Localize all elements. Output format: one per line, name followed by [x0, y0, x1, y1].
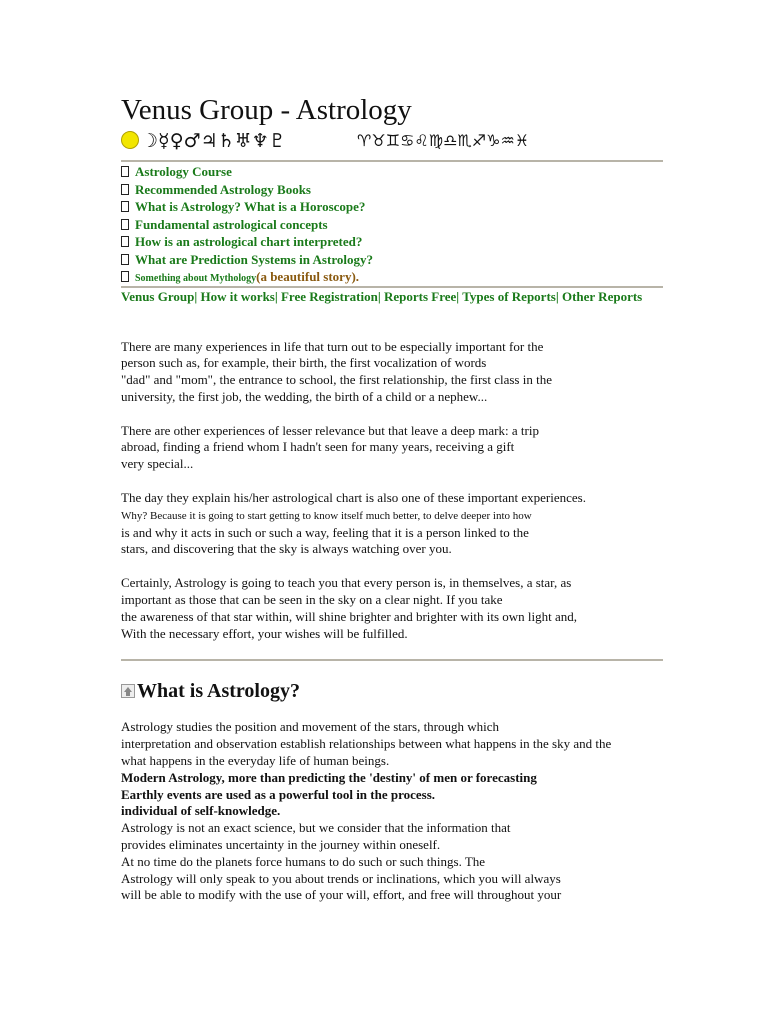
intro-paragraph-1	[121, 339, 663, 406]
section-paragraph-1	[121, 719, 663, 904]
text-line: abroad, finding a friend whom I hadn't seen for many years, receiving a gift	[121, 439, 515, 455]
glyph-row	[121, 128, 663, 154]
bullet-icon	[121, 254, 129, 265]
bullet-icon	[121, 271, 129, 282]
sun-icon	[121, 131, 139, 149]
text-line: At no time do the planets force humans to do such or such things. The	[121, 853, 486, 869]
page-content	[121, 92, 663, 904]
text-line: provides eliminates uncertainty in the journey within oneself.	[121, 837, 441, 853]
menu-item[interactable]	[121, 233, 663, 251]
nav-bar: Venus Group| How it works| Free Registration| Reports Free| Types of Reports| Other Reports	[121, 288, 643, 304]
text-line: important as those that can be seen in the sky on a clear night. If you take	[121, 592, 503, 608]
text-line: Astrology will only speak to you about trends or inclinations, which you will always	[121, 870, 561, 886]
text-line: will be able to modify with the use of your will, effort, and free will throughout your	[121, 887, 562, 903]
zodiac-symbols: ♈♉♊♋♌♍♎♏♐♑♒♓	[357, 131, 530, 150]
section-heading-text: What is Astrology?	[137, 680, 300, 703]
menu-link-what-is-astrology[interactable]: What is Astrology? What is a Horoscope?	[135, 199, 366, 214]
text-line: stars, and discovering that the sky is always watching over you.	[121, 541, 452, 557]
menu-link-recommended-books[interactable]: Recommended Astrology Books	[135, 181, 311, 197]
text-line: is and why it acts in such or such a way, feeling that it is a person linked to the	[121, 524, 529, 540]
nav-types-of-reports[interactable]: Types of Reports	[462, 288, 556, 304]
menu-link-mythology[interactable]: Something about Mythology	[135, 273, 257, 284]
text-line: Astrology studies the position and movement of the stars, through which	[121, 719, 500, 735]
text-line: Certainly, Astrology is going to teach you that every person is, in themselves, a star, as	[121, 575, 572, 591]
text-line: university, the first job, the wedding, the birth of a child or a nephew...	[121, 388, 488, 404]
text-line-small: Why? Because it is going to start getting to know itself much better, to delve deeper into how	[121, 509, 532, 522]
text-line: what happens in the everyday life of human beings.	[121, 753, 390, 769]
page-title: Venus Group - Astrology	[121, 94, 412, 126]
menu-link-prediction-systems[interactable]: What are Prediction Systems in Astrology?	[135, 251, 373, 267]
intro-paragraph-2	[121, 423, 663, 473]
text-line: interpretation and observation establish relationships between what happens in the sky and the	[121, 736, 612, 752]
section-text	[121, 719, 663, 904]
menu-link-beautiful-story[interactable]: (a beautiful story).	[256, 269, 360, 284]
menu-item[interactable]	[121, 163, 663, 181]
menu-item[interactable]	[121, 268, 663, 286]
menu-item[interactable]	[121, 181, 663, 199]
back-to-top-icon[interactable]	[121, 684, 135, 698]
nav-other-reports[interactable]: Other Reports	[561, 288, 643, 304]
bullet-icon	[121, 236, 129, 247]
text-line: person such as, for example, their birth, the first vocalization of words	[121, 355, 487, 371]
menu-link-chart-interpreted[interactable]: How is an astrological chart interpreted?	[135, 234, 363, 249]
planet-symbols	[121, 130, 286, 152]
menu-link-astrology-course[interactable]: Astrology Course	[135, 164, 232, 179]
intro-paragraph-4	[121, 575, 663, 642]
bold-line: Earthly events are used as a powerful tool in the process.	[121, 786, 436, 802]
bullet-icon	[121, 166, 129, 177]
nav-reports-free[interactable]: Reports Free	[383, 288, 457, 304]
bullet-icon	[121, 184, 129, 195]
text-line: With the necessary effort, your wishes will be fulfilled.	[121, 625, 408, 641]
nav-how-it-works[interactable]: How it works	[200, 288, 275, 304]
menu-item[interactable]	[121, 198, 663, 216]
top-divider	[121, 160, 663, 162]
text-line: There are many experiences in life that turn out to be especially important for the	[121, 338, 544, 354]
nav-free-registration[interactable]: Free Registration	[280, 288, 378, 304]
intro-text	[121, 339, 663, 643]
nav-venus-group[interactable]: Venus Group	[121, 288, 195, 304]
text-line: the awareness of that star within, will shine brighter and brighter with its own light and,	[121, 608, 577, 624]
text-line: very special...	[121, 456, 194, 472]
intro-paragraph-3	[121, 490, 663, 558]
section-divider	[121, 659, 663, 661]
menu-item[interactable]	[121, 251, 663, 269]
section-heading	[121, 677, 663, 705]
bold-line: Modern Astrology, more than predicting the 'destiny' of men or forecasting	[121, 769, 537, 785]
menu-link-fundamental-concepts[interactable]: Fundamental astrological concepts	[135, 216, 328, 232]
menu-list	[121, 163, 663, 286]
planet-glyphs: ☽☿♀♂♃♄♅♆♇	[141, 130, 286, 152]
text-line: The day they explain his/her astrological chart is also one of these important experiences.	[121, 490, 586, 506]
text-line: "dad" and "mom", the entrance to school, the first relationship, the first class in the	[121, 372, 552, 388]
text-line: There are other experiences of lesser relevance but that leave a deep mark: a trip	[121, 422, 539, 438]
bullet-icon	[121, 201, 129, 212]
bold-line: individual of self-knowledge.	[121, 803, 281, 819]
menu-item[interactable]	[121, 216, 663, 234]
text-line: Astrology is not an exact science, but we consider that the information that	[121, 820, 511, 836]
bullet-icon	[121, 219, 129, 230]
